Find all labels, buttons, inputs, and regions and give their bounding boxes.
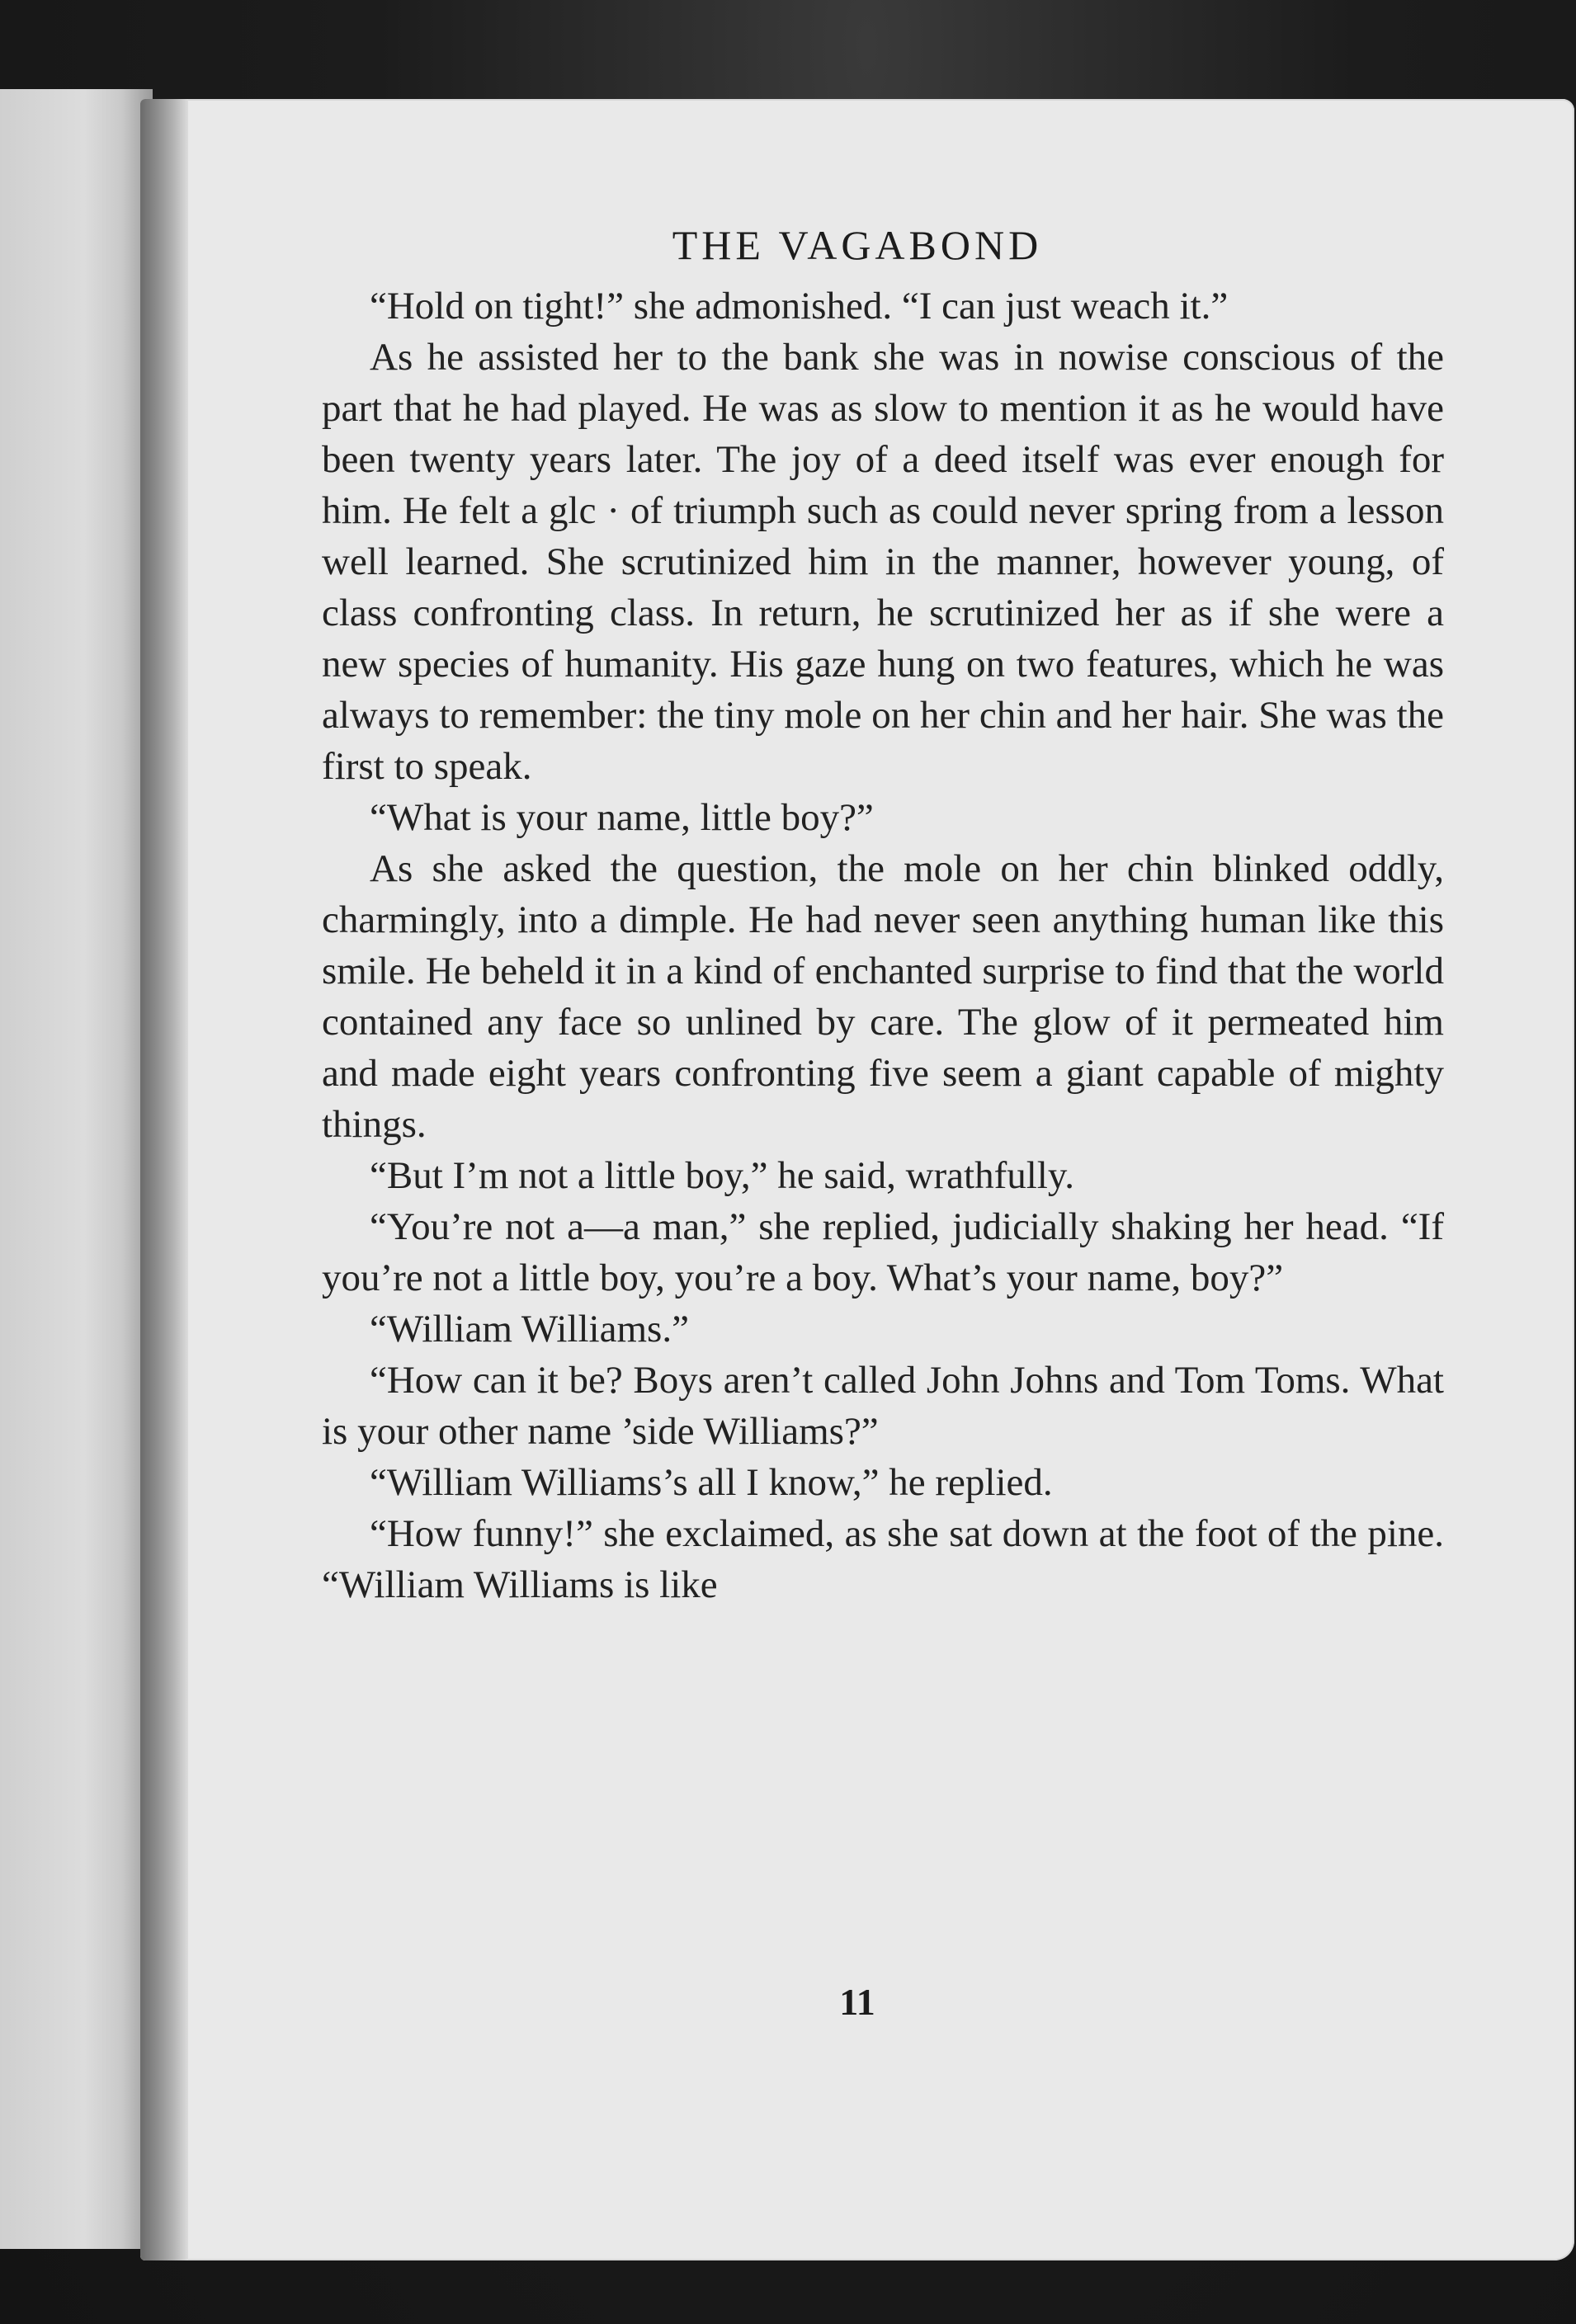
paragraph-2: As he assisted her to the bank she was in nowise conscious of the part that he had played. He was as slow to mention it as he would have been twenty years later. The joy of a deed itself was ever enough for him. He felt a glc · of triumph such as could never spring from a lesson well learned. She scrutinized him in the manner, however young, of class confronting class. In return, he scrutinized her as if she were a new species of humanity. His gaze hung on two features, which he was always to remember: the tiny mole on her chin and her hair. She was the first to speak.	[322, 336, 1444, 788]
paragraph-3: “What is your name, little boy?”	[370, 796, 874, 839]
book-page	[140, 99, 1574, 2260]
paragraph-8: “How can it be? Boys aren’t called John Johns and Tom Toms. What is your other name ’side Williams?”	[322, 1359, 1444, 1453]
running-header: THE VAGABOND	[672, 222, 1043, 268]
page-gutter-shadow	[140, 99, 188, 2260]
body-text	[322, 280, 1444, 1610]
page-number: 11	[839, 1981, 875, 2023]
paragraph-4: As she asked the question, the mole on her chin blinked oddly, charmingly, into a dimple. He had never seen anything human like this smile. He beheld it in a kind of enchanted surprise to find that the world contained any face so unlined by care. The glow of it permeated him and made eight years confronting five seem a giant capable of mighty things.	[322, 847, 1444, 1146]
paragraph-1: “Hold on tight!” she admonished. “I can just weach it.”	[370, 285, 1229, 328]
previous-page-edge	[0, 89, 153, 2249]
paragraph-7: “William Williams.”	[370, 1308, 689, 1351]
paragraph-5: “But I’m not a little boy,” he said, wrathfully.	[370, 1154, 1075, 1197]
paragraph-10: “How funny!” she exclaimed, as she sat down at the foot of the pine. “William Williams is like	[322, 1512, 1444, 1606]
paragraph-6: “You’re not a—a man,” she replied, judicially shaking her head. “If you’re not a little boy, you’re a boy. What’s your name, boy?”	[322, 1205, 1444, 1299]
paragraph-9: “William Williams’s all I know,” he replied.	[370, 1461, 1053, 1504]
